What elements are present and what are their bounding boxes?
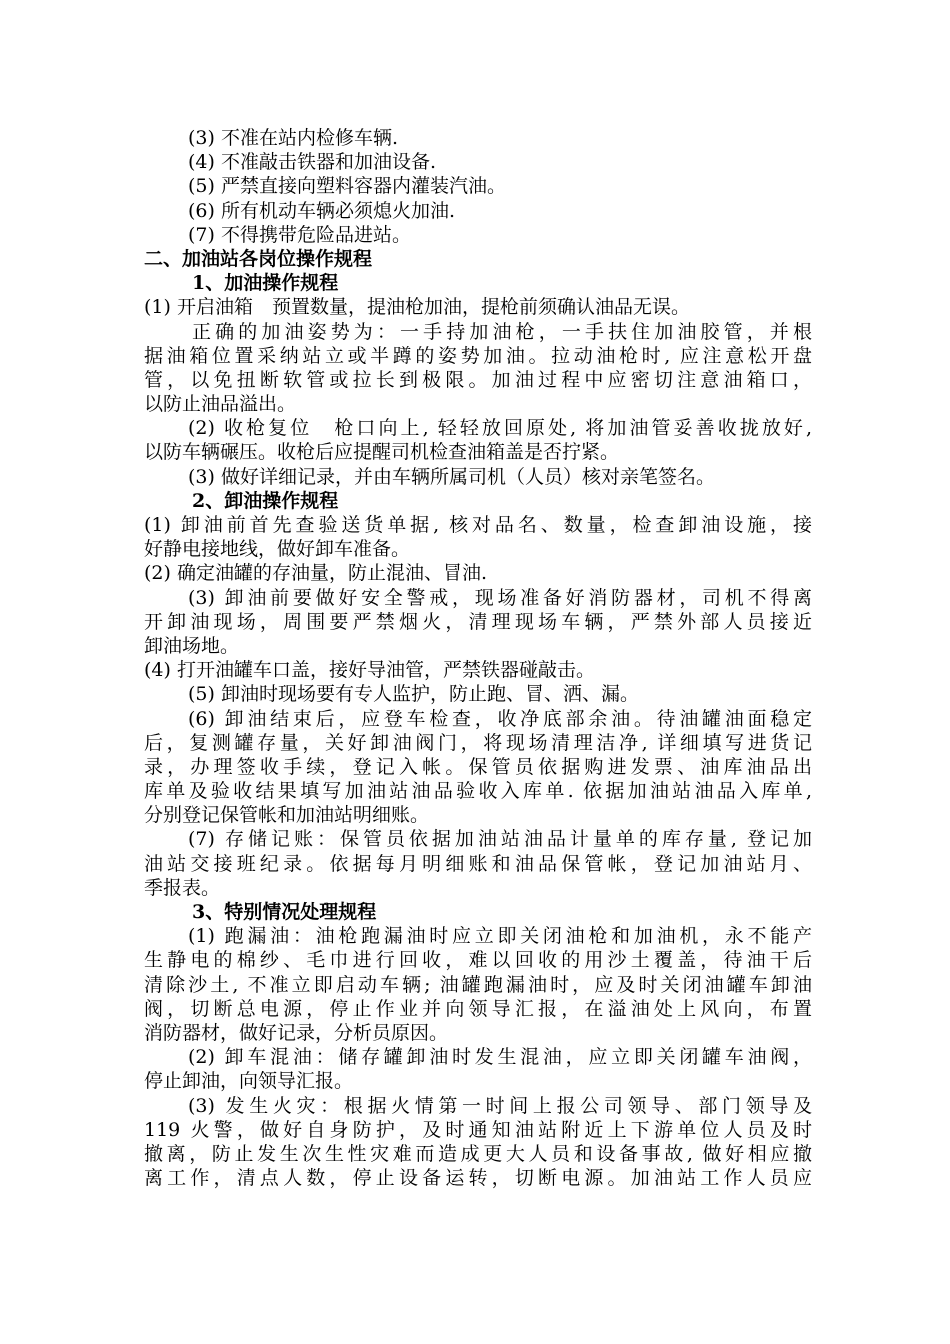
text-line: (1) 跑漏油：油枪跑漏油时应立即关闭油枪和加油机，永不能产 bbox=[188, 925, 812, 948]
text-line: 阀，切断总电源，停止作业并向领导汇报，在溢油处上风向，布置 bbox=[144, 997, 812, 1020]
text-line: 清除沙土, 不准立即启动车辆; 油罐跑漏油时，应及时关闭油罐车卸油 bbox=[144, 973, 812, 996]
text-line: (6) 卸油结束后，应登车检查，收净底部余油。待油罐油面稳定 bbox=[188, 707, 812, 730]
text-line: 录，办理签收手续，登记入帐。保管员依据购进发票、油库油品出 bbox=[144, 755, 812, 778]
text-line: 生静电的棉纱、毛巾进行回收，难以回收的用沙土覆盖，待油干后 bbox=[144, 949, 812, 972]
text-line: 开卸油现场，周围要严禁烟火，清理现场车辆，严禁外部人员接近 bbox=[144, 610, 812, 633]
text-line: 后，复测罐存量，关好卸油阀门，将现场清理洁净, 详细填写进货记 bbox=[144, 731, 812, 754]
text-line: 管，以免扭断软管或拉长到极限。加油过程中应密切注意油箱口， bbox=[144, 368, 812, 391]
text-line: (3) 做好详细记录，并由车辆所属司机（人员）核对亲笔签名。 bbox=[188, 465, 715, 488]
text-line: 以防车辆碾压。收枪后应提醒司机检查油箱盖是否拧紧。 bbox=[144, 441, 620, 464]
text-line: (5) 卸油时现场要有专人监护，防止跑、冒、洒、漏。 bbox=[188, 683, 639, 706]
text-line: 分别登记保管帐和加油站明细账。 bbox=[144, 804, 430, 827]
text-line: 离工作，清点人数，停止设备运转，切断电源。加油站工作人员应 bbox=[144, 1167, 812, 1190]
text-line: 正确的加油姿势为：一手持加油枪，一手扶住加油胶管，并根 bbox=[192, 320, 812, 343]
text-line: (2) 卸车混油：储存罐卸油时发生混油，应立即关闭罐车油阀， bbox=[188, 1046, 812, 1069]
text-line: (2) 确定油罐的存油量，防止混油、冒油. bbox=[144, 562, 487, 585]
text-line: 消防器材，做好记录，分析员原因。 bbox=[144, 1021, 449, 1044]
text-line: (3) 发生火灾：根据火情第一时间上报公司领导、部门领导及 bbox=[188, 1094, 812, 1117]
text-line: 119 火警，做好自身防护，及时通知油站附近上下游单位人员及时 bbox=[144, 1118, 812, 1141]
subsection-heading: 1、加油操作规程 bbox=[192, 272, 339, 295]
text-line: (5) 严禁直接向塑料容器内灌装汽油。 bbox=[188, 175, 506, 198]
text-line: (6) 所有机动车辆必须熄火加油. bbox=[188, 199, 455, 222]
text-line: (1) 卸油前首先查验送货单据, 核对品名、数量，检查卸油设施，接 bbox=[144, 514, 812, 536]
subsection-heading: 2、卸油操作规程 bbox=[192, 489, 339, 512]
document-page bbox=[144, 126, 812, 1190]
text-line: 以防止油品溢出。 bbox=[144, 393, 297, 416]
text-line: (1) 开启油箱 预置数量，提油枪加油，提枪前须确认油品无误。 bbox=[144, 296, 690, 319]
section-heading: 二、加油站各岗位操作规程 bbox=[144, 247, 373, 270]
text-line: (2) 收枪复位 枪口向上, 轻轻放回原处, 将加油管妥善收拢放好, bbox=[188, 417, 812, 440]
text-line: 撤离，防止发生次生性灾难而造成更大人员和设备事故, 做好相应撤 bbox=[144, 1142, 812, 1165]
text-line: (7) 不得携带危险品进站。 bbox=[188, 223, 411, 246]
text-line: (7) 存储记账：保管员依据加油站油品计量单的库存量, 登记加 bbox=[188, 828, 812, 851]
subsection-heading: 3、特别情况处理规程 bbox=[192, 901, 377, 923]
text-line: 停止卸油，向领导汇报。 bbox=[144, 1070, 354, 1093]
text-line: (4) 打开油罐车口盖，接好导油管，严禁铁器碰敲击。 bbox=[144, 659, 595, 682]
text-line: (4) 不准敲击铁器和加油设备. bbox=[188, 151, 436, 174]
text-line: 库单及验收结果填写加油站油品验收入库单. 依据加油站油品入库单, bbox=[144, 780, 812, 803]
text-line: (3) 不准在站内检修车辆. bbox=[188, 127, 398, 149]
text-line: 好静电接地线，做好卸车准备。 bbox=[144, 538, 411, 561]
text-line: 季报表。 bbox=[144, 876, 221, 899]
text-line: 油站交接班纪录。依据每月明细账和油品保管帐，登记加油站月、 bbox=[144, 852, 812, 875]
text-line: (3) 卸油前要做好安全警戒，现场准备好消防器材，司机不得离 bbox=[188, 586, 812, 609]
text-line: 卸油场地。 bbox=[144, 634, 240, 657]
text-line: 据油箱位置采纳站立或半蹲的姿势加油。拉动油枪时, 应注意松开盘 bbox=[144, 344, 812, 367]
